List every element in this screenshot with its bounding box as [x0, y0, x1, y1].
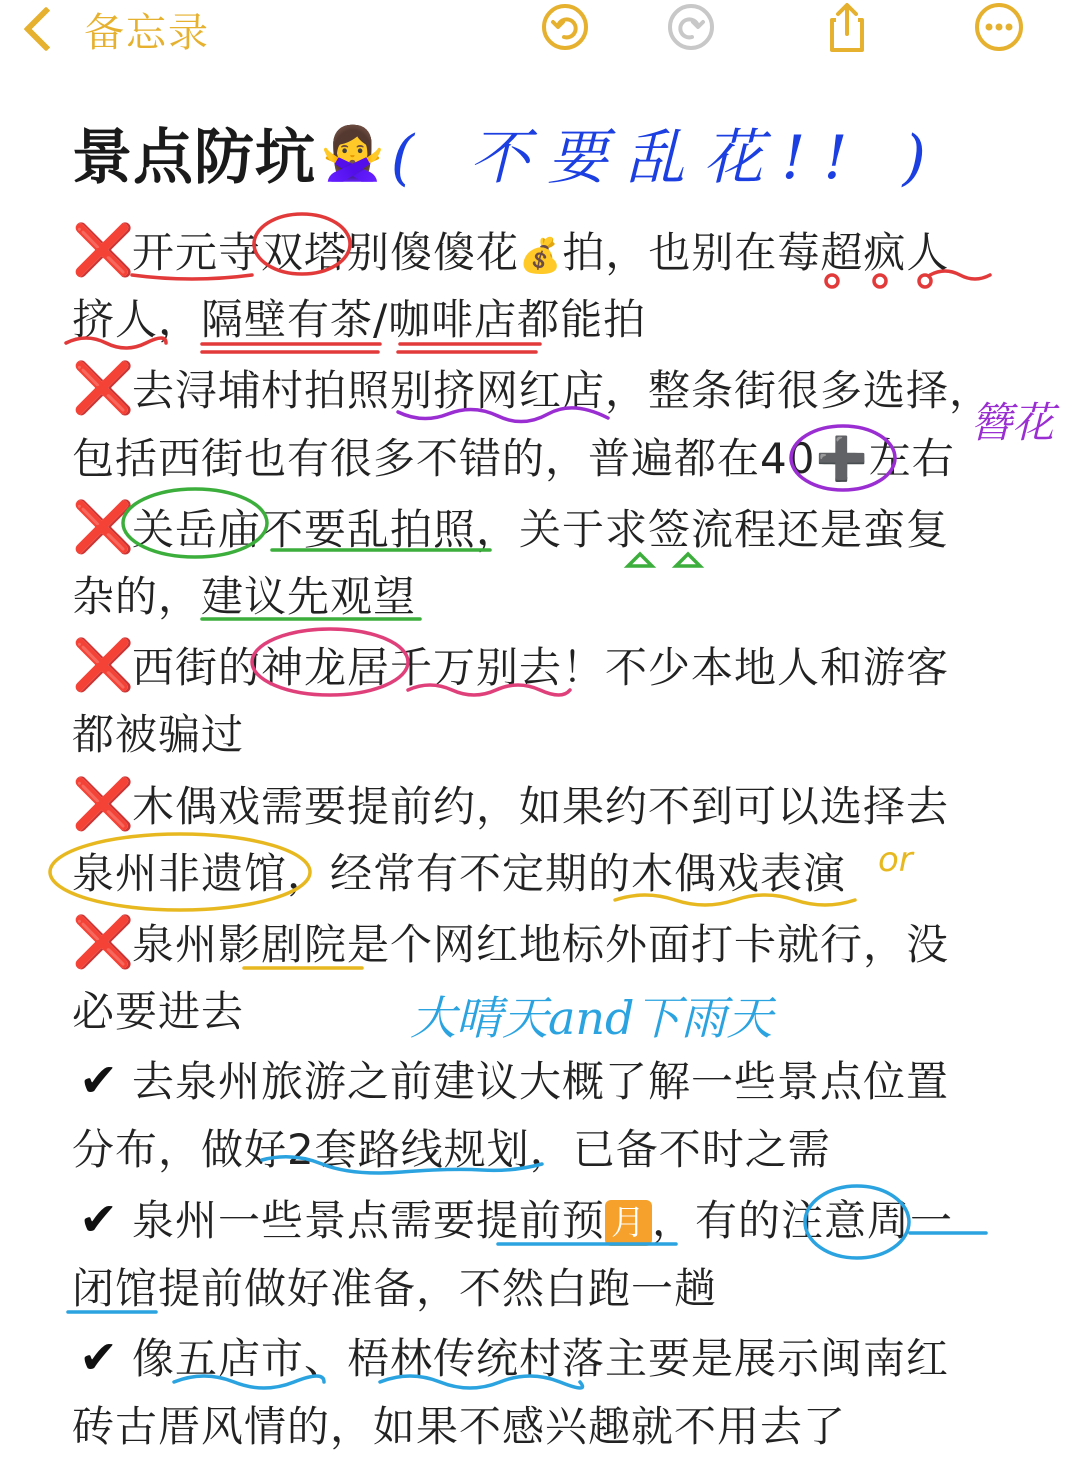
note-line: [72, 631, 972, 700]
cross-mark-icon: ❌: [72, 774, 136, 833]
line-text: 分布，做好2套路线规划，已备不时之需: [72, 1125, 831, 1175]
line-text: 去泉州旅游之前建议大概了解一些景点位置: [132, 1057, 950, 1107]
handwritten-weather: 大晴天and下雨天: [410, 991, 773, 1045]
note-line: [72, 1115, 972, 1184]
handwritten-or: or: [878, 840, 913, 880]
line-text: 杂的，建议先观望: [72, 571, 417, 621]
check-mark-icon: ✔: [79, 1191, 119, 1246]
check-mark-icon: ✔: [79, 1053, 119, 1108]
line-text: 开元寺双塔别傻傻花: [132, 228, 520, 277]
note-line: [72, 1185, 972, 1254]
title-text: 景点防坑: [72, 123, 316, 193]
line-text: 必要进去: [72, 987, 245, 1037]
line-text: 西街的神龙居千万别去！不少本地人和游客: [132, 643, 950, 693]
note-line: [72, 424, 972, 493]
toolbar: [0, 0, 1080, 62]
line-text: 都被骗过: [72, 710, 245, 760]
cross-mark-icon: ❌: [72, 221, 136, 279]
line-text: 泉州影剧院是个网红地标外面打卡就行，没: [132, 919, 950, 969]
cross-mark-icon: ❌: [72, 912, 136, 971]
line-text: 像五店市、梧林传统村落主要是展示闽南红: [132, 1334, 950, 1383]
note-line: [72, 1254, 972, 1323]
line-text: 闭馆提前做好准备，不然白跑一趟: [72, 1263, 718, 1313]
line-text: 泉州非遗馆，经常有不定期的木偶戏表演: [72, 848, 847, 898]
back-label: 备忘录: [84, 9, 210, 56]
note-line: [72, 1323, 972, 1392]
cross-mark-icon: ❌: [72, 359, 136, 418]
note-title: [72, 108, 944, 198]
share-icon[interactable]: [818, 2, 876, 52]
line-text: ，有的注意周一: [652, 1195, 954, 1245]
line-text: 砖古厝风情的，如果不感兴趣就不用去了: [72, 1402, 847, 1452]
redo-icon[interactable]: [662, 2, 720, 52]
line-text: 拍，也别在莓超疯人: [562, 228, 950, 277]
back-button[interactable]: [18, 0, 210, 58]
line-text: 关岳庙不要乱拍照，关于求签流程还是蛮复: [132, 504, 950, 554]
handwritten-hairpin-flower: 簪花: [970, 398, 1055, 447]
undo-icon[interactable]: [536, 2, 594, 52]
note-body[interactable]: [72, 216, 993, 1461]
note-line: [72, 493, 972, 562]
note-line: [72, 1392, 972, 1461]
note-line: [72, 908, 972, 977]
gesture-no-icon: 🙅‍♀️: [320, 123, 385, 184]
note-line: [72, 1046, 972, 1115]
note-line: [72, 839, 972, 908]
line-text: 挤人，隔壁有茶/咖啡店都能拍: [72, 295, 647, 345]
chevron-left-icon: [23, 6, 68, 51]
line-text: 去浔埔村拍照别挤网红店，整条街很多选择，: [132, 366, 993, 416]
note-line: [72, 216, 972, 285]
line-text: 泉州一些景点需要提前预: [132, 1195, 606, 1245]
money-bag-icon: 💰: [519, 236, 563, 276]
more-icon[interactable]: [970, 2, 1028, 52]
note-line: [72, 700, 972, 769]
calendar-month-icon: 月: [605, 1200, 652, 1246]
note-line: [72, 354, 993, 423]
line-text: 木偶戏需要提前约，如果约不到可以选择去: [132, 781, 950, 831]
cross-mark-icon: ❌: [72, 636, 136, 695]
note-line: [72, 770, 972, 839]
note-line: [72, 562, 972, 631]
title-handwritten: ( 不要乱花!! ): [390, 123, 944, 193]
cross-mark-icon: ❌: [72, 497, 136, 556]
note-line: [72, 285, 972, 354]
check-mark-icon: ✔: [79, 1330, 119, 1384]
line-text: 包括西街也有很多不错的，普遍都在40➕左右: [72, 433, 955, 483]
